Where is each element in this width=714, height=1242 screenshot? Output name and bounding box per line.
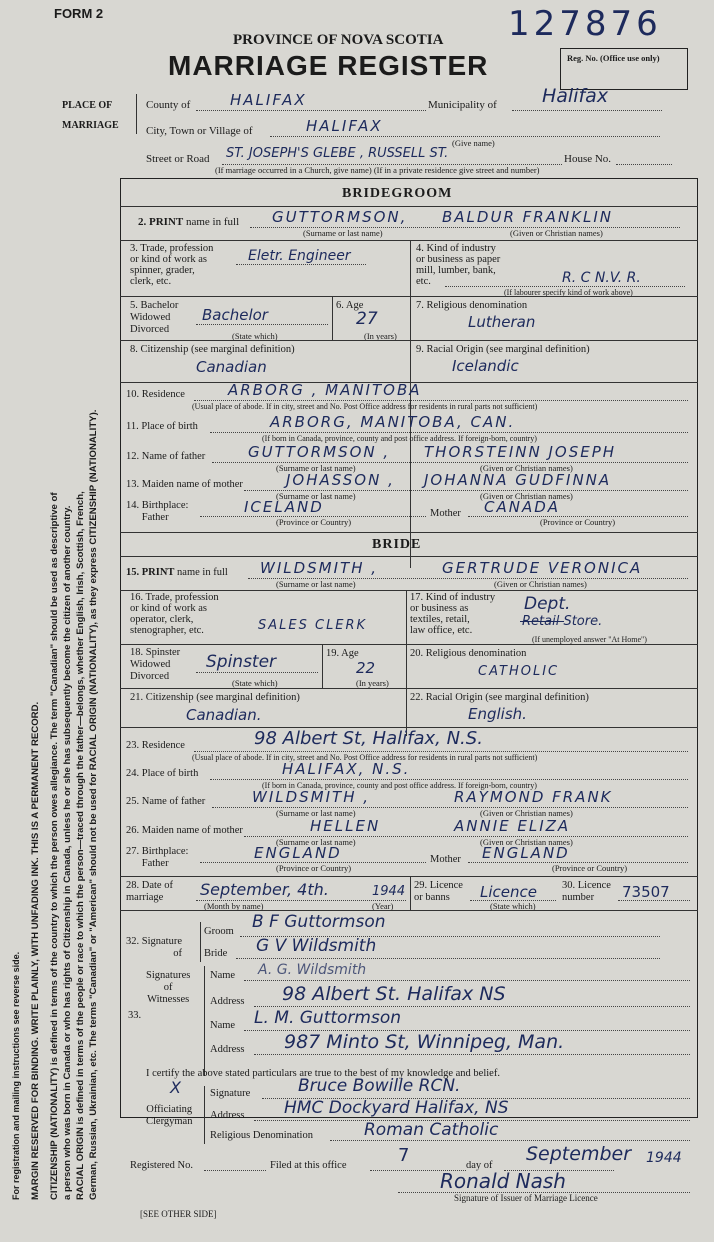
f11-line: [210, 432, 688, 433]
clergy-sig-label: Signature: [210, 1088, 251, 1099]
bride-racial: English.: [468, 705, 527, 723]
f7-label: 7. Religious denomination: [416, 300, 528, 311]
f4-label: 4. Kind of industry or business as paper mill, lumber, bank, etc.: [416, 243, 501, 287]
sub: (State which): [232, 678, 278, 688]
county-line: [196, 110, 426, 111]
groom-father-surname: GUTTORMSON ,: [248, 443, 391, 461]
divider: [120, 644, 698, 645]
f10-label: 10. Residence: [126, 389, 185, 400]
sub: (Given or Christian names): [480, 491, 573, 501]
witness1-address: 98 Albert St. Halifax NS: [282, 983, 506, 1005]
groom-mother-given: JOHANNA GUDFINNA: [424, 471, 612, 489]
groom-father-given: THORSTEINN JOSEPH: [424, 443, 617, 461]
f4-line: [445, 286, 685, 287]
groom-religion: Lutheran: [468, 313, 536, 331]
street-note: (If marriage occurred in a Church, give name) (If in a private residence give street and number): [215, 165, 540, 175]
f20-label: 20. Religious denomination: [410, 648, 527, 659]
f33-label: 33.: [128, 1010, 142, 1021]
f23-line: [194, 751, 688, 752]
f3-line: [236, 264, 366, 265]
certify-text: I certify the above stated particulars are true to the best of my knowledge and belief.: [146, 1068, 500, 1079]
issuer-signature: Ronald Nash: [440, 1169, 566, 1193]
column-divider: [406, 590, 407, 736]
f9-label: 9. Racial Origin (see marginal definition): [416, 344, 590, 355]
divider: [120, 556, 698, 557]
margin-line: RACIAL ORIGIN is defined in terms of the people or race to which the person—traced through the father—belongs, whether English, Irish, Scottish, French,: [75, 491, 86, 1200]
mother-label: Mother: [430, 508, 461, 519]
f5-label: 5. Bachelor Widowed Divorced: [130, 300, 179, 335]
sub: (If labourer specify kind of work above): [504, 288, 633, 297]
clergy-label: Officiating Clergyman: [146, 1104, 193, 1127]
province-title: PROVINCE OF NOVA SCOTIA: [233, 32, 444, 48]
groom-mother-surname: JOHASSON ,: [286, 471, 395, 489]
divider: [120, 688, 698, 689]
sub: (In years): [364, 331, 397, 341]
groom-residence: ARBORG , MANITOBA: [228, 381, 422, 399]
groom-birth: ARBORG, MANITOBA, CAN.: [270, 413, 516, 431]
bracket: [204, 966, 205, 1076]
column-divider: [322, 644, 323, 688]
f2-label: 2. PRINT name in full: [138, 216, 240, 228]
clergy-religion-line: [330, 1140, 690, 1141]
column-divider: [332, 296, 333, 340]
bride-status: Spinster: [206, 652, 277, 672]
clergy-religion-label: Religious Denomination: [210, 1130, 313, 1141]
bride-citizenship: Canadian.: [186, 706, 262, 724]
document-title: MARRIAGE REGISTER: [168, 50, 489, 81]
groom-age: 27: [356, 309, 378, 329]
house-line: [616, 164, 672, 165]
w2-address-line: [254, 1054, 690, 1055]
sub: (Surname or last name): [276, 808, 356, 818]
divider: [120, 910, 698, 911]
f30-label: 30. Licence number: [562, 880, 611, 903]
sub: (Usual place of abode. If in city, street and No. Post Office address for residents in rural parts not sufficient): [192, 402, 538, 411]
w1-address-line: [254, 1006, 690, 1007]
sub: (State which): [490, 901, 536, 911]
margin-line: German, Russian, Ukrainian, etc. The terms "Canadian" or "American" should not be used for RACIAL ORIGIN (NATIONALITY), as they express CITIZENSHIP (NATIONALITY).: [88, 409, 99, 1200]
bride-mother-surname: HELLEN: [310, 817, 381, 835]
groom-sig-label: Groom: [204, 926, 234, 937]
sub: (Month by name): [204, 901, 264, 911]
day-of-label: day of: [466, 1160, 493, 1171]
clergy-signature: Bruce Bowille RCN.: [298, 1076, 461, 1096]
groom-citizenship: Canadian: [196, 358, 267, 376]
f26-label: 26. Maiden name of mother: [126, 825, 243, 836]
f12-label: 12. Name of father: [126, 451, 206, 462]
sub: (Province or Country): [540, 517, 616, 527]
register-number: 127876: [508, 4, 662, 44]
f3-label: 3. Trade, profession or kind of work as spinner, grader, clerk, etc.: [130, 243, 214, 287]
sub: (Province or Country): [276, 863, 352, 873]
bride-header: BRIDE: [372, 537, 422, 552]
sub: (Province or Country): [276, 517, 352, 527]
sub: (Surname or last name): [276, 579, 356, 589]
county-value: HALIFAX: [230, 91, 307, 109]
margin-instructions: [10, 40, 130, 1200]
sub: (Surname or last name): [276, 463, 356, 473]
sub: (Surname or last name): [276, 491, 356, 501]
sub: (Year): [372, 901, 394, 911]
witness2-address: 987 Minto St, Winnipeg, Man.: [284, 1031, 565, 1053]
municipality-value: Halifax: [542, 85, 609, 107]
bride-birth: HALIFAX, N.S.: [282, 760, 411, 778]
f24-line: [210, 779, 688, 780]
bracket: [204, 1086, 205, 1144]
filed-year: 1944: [646, 1150, 682, 1166]
f10-line: [194, 400, 688, 401]
county-label: County of: [146, 99, 191, 111]
sub: (Surname or last name): [303, 228, 383, 238]
divider: [120, 532, 698, 533]
w1-name-line: [244, 980, 690, 981]
filed-month: September: [526, 1143, 632, 1165]
bride-sig-line: [236, 958, 660, 959]
f23-label: 23. Residence: [126, 740, 185, 751]
sub: (State which): [232, 331, 278, 341]
f13-label: 13. Maiden name of mother: [126, 479, 243, 490]
margin-line: CITIZENSHIP (NATIONALITY) is defined in terms of the country to which the person owes allegiance. The term "Canadian" should be used as descriptive of: [49, 492, 60, 1200]
city-line: [270, 136, 660, 137]
f15-label: 15. PRINT name in full: [126, 567, 228, 578]
f5-line: [196, 324, 328, 325]
filed-day: 7: [398, 1145, 410, 1166]
sub: (Given or Christian names): [480, 808, 573, 818]
divider: [120, 340, 698, 341]
bride-trade: SALES CLERK: [258, 618, 368, 633]
house-label: House No.: [564, 153, 612, 165]
column-divider: [410, 876, 411, 910]
sub: (In years): [356, 678, 389, 688]
divider: [120, 206, 698, 207]
f25-label: 25. Name of father: [126, 796, 206, 807]
f17-label: 17. Kind of industry or business as textiles, retail, law office, etc.: [410, 592, 496, 636]
street-value: ST. JOSEPH'S GLEBE , RUSSELL ST.: [226, 146, 449, 161]
witness1-name: A. G. Wildsmith: [258, 962, 367, 978]
municipality-line: [512, 110, 662, 111]
bride-father-birthplace: ENGLAND: [254, 844, 342, 862]
bride-age: 22: [356, 659, 376, 677]
f21-label: 21. Citizenship (see marginal definition): [130, 692, 300, 703]
f29-label: 29. Licence or banns: [414, 880, 463, 903]
groom-father-birthplace: ICELAND: [244, 498, 324, 516]
municipality-label: Municipality of: [428, 99, 497, 111]
marriage-year: 1944: [372, 884, 406, 899]
divider: [120, 240, 698, 241]
f16-label: 16. Trade, profession or kind of work as operator, clerk, stenographer, etc.: [130, 592, 219, 636]
registered-label: Registered No.: [130, 1160, 193, 1171]
groom-given: BALDUR FRANKLIN: [442, 208, 613, 226]
f18-line: [196, 672, 318, 673]
sub: (Usual place of abode. If in city, street and No. Post Office address for residents in rural parts not sufficient): [192, 753, 538, 762]
f19-label: 19. Age: [326, 648, 359, 659]
w1-name-label: Name: [210, 970, 236, 981]
bride-industry-b: Retail Store.: [522, 614, 603, 629]
f8-label: 8. Citizenship (see marginal definition): [130, 344, 295, 355]
bracket: [136, 94, 137, 134]
sub: (If born in Canada, province, county and post office address. If foreign-born, country): [262, 781, 537, 790]
clergy-address-label: Address: [210, 1110, 245, 1121]
bride-given: GERTRUDE VERONICA: [442, 559, 643, 577]
city-label: City, Town or Village of: [146, 125, 253, 137]
bride-mother-birthplace: ENGLAND: [482, 844, 570, 862]
bracket: [200, 922, 201, 962]
f28-label: 28. Date of marriage: [126, 880, 173, 903]
f32-label: 32. Signature of: [126, 936, 182, 959]
licence-number: 73507: [622, 883, 670, 901]
give-name-note: (Give name): [452, 138, 495, 148]
sub: (If unemployed answer "At Home"): [532, 635, 647, 644]
groom-status: Bachelor: [202, 306, 268, 324]
sub: (Given or Christian names): [480, 837, 573, 847]
place-label: MARRIAGE: [62, 120, 119, 131]
groom-mother-birthplace: CANADA: [484, 498, 561, 516]
form-number: FORM 2: [54, 6, 104, 21]
margin-line: For registration and mailing instructions see reverse side.: [11, 951, 21, 1200]
f14-label: 14. Birthplace: Father: [126, 500, 189, 523]
bridegroom-header: BRIDEGROOM: [342, 186, 453, 201]
registered-line: [204, 1170, 266, 1171]
bride-industry-a: Dept.: [524, 594, 571, 614]
bride-sig-label: Bride: [204, 948, 228, 959]
bride-father-surname: WILDSMITH ,: [252, 788, 371, 806]
clergy-mark: X: [170, 1078, 181, 1097]
divider: [120, 590, 698, 591]
city-value: HALIFAX: [306, 117, 383, 135]
groom-industry: R. C N.V. R.: [562, 270, 641, 286]
f6-label: 6. Age: [336, 300, 364, 311]
groom-racial: Icelandic: [452, 357, 519, 375]
issuer-label: Signature of Issuer of Marriage Licence: [454, 1193, 598, 1203]
f27-label: 27. Birthplace: Father: [126, 846, 189, 869]
f22-label: 22. Racial Origin (see marginal definition): [410, 692, 589, 703]
bride-surname: WILDSMITH ,: [260, 559, 379, 577]
f24-label: 24. Place of birth: [126, 768, 199, 779]
sub: (Given or Christian names): [510, 228, 603, 238]
w2-address-label: Address: [210, 1044, 245, 1055]
marriage-date: September, 4th.: [200, 880, 329, 899]
clergy-religion: Roman Catholic: [364, 1120, 499, 1140]
sub: (Given or Christian names): [494, 579, 587, 589]
witness2-name: L. M. Guttormson: [254, 1008, 402, 1028]
sub: (Given or Christian names): [480, 463, 573, 473]
f11-label: 11. Place of birth: [126, 421, 198, 432]
bride-signature: G V Wildsmith: [256, 936, 377, 956]
divider: [120, 296, 698, 297]
strike-retail: [520, 621, 564, 622]
licence-type: Licence: [480, 883, 537, 901]
f18-label: 18. Spinster Widowed Divorced: [130, 647, 181, 682]
reg-box-label: Reg. No. (Office use only): [567, 53, 660, 63]
bride-residence: 98 Albert St, Halifax, N.S.: [254, 728, 483, 749]
witnesses-label: Signatures of Witnesses: [146, 970, 191, 1005]
margin-line: a person who was born in Canada or who has rights of Citizenship in Canada, unless he or she has subsequently become the citizen of another country.: [62, 505, 73, 1200]
groom-trade: Eletr. Engineer: [248, 248, 351, 264]
mother-label: Mother: [430, 854, 461, 865]
divider: [120, 876, 698, 877]
w1-address-label: Address: [210, 996, 245, 1007]
groom-signature: B F Guttormson: [252, 912, 386, 932]
clergy-address: HMC Dockyard Halifax, NS: [284, 1098, 509, 1118]
bride-religion: CATHOLIC: [478, 664, 560, 679]
sub: (Surname or last name): [276, 837, 356, 847]
street-label: Street or Road: [146, 153, 210, 165]
reg-box: [560, 48, 688, 90]
see-other-side: [SEE OTHER SIDE]: [140, 1209, 217, 1219]
w2-name-label: Name: [210, 1020, 236, 1031]
sub: (Province or Country): [552, 863, 628, 873]
bride-mother-given: ANNIE ELIZA: [454, 817, 571, 835]
sub: (If born in Canada, province, county and post office address. If foreign-born, country): [262, 434, 537, 443]
groom-surname: GUTTORMSON,: [272, 208, 408, 226]
bride-father-given: RAYMOND FRANK: [454, 788, 613, 806]
place-label: PLACE OF: [62, 100, 113, 111]
margin-line: MARGIN RESERVED FOR BINDING. WRITE PLAINLY, WITH UNFADING INK. THIS IS A PERMANENT RECORD.: [30, 701, 41, 1200]
filed-label: Filed at this office: [270, 1160, 347, 1171]
